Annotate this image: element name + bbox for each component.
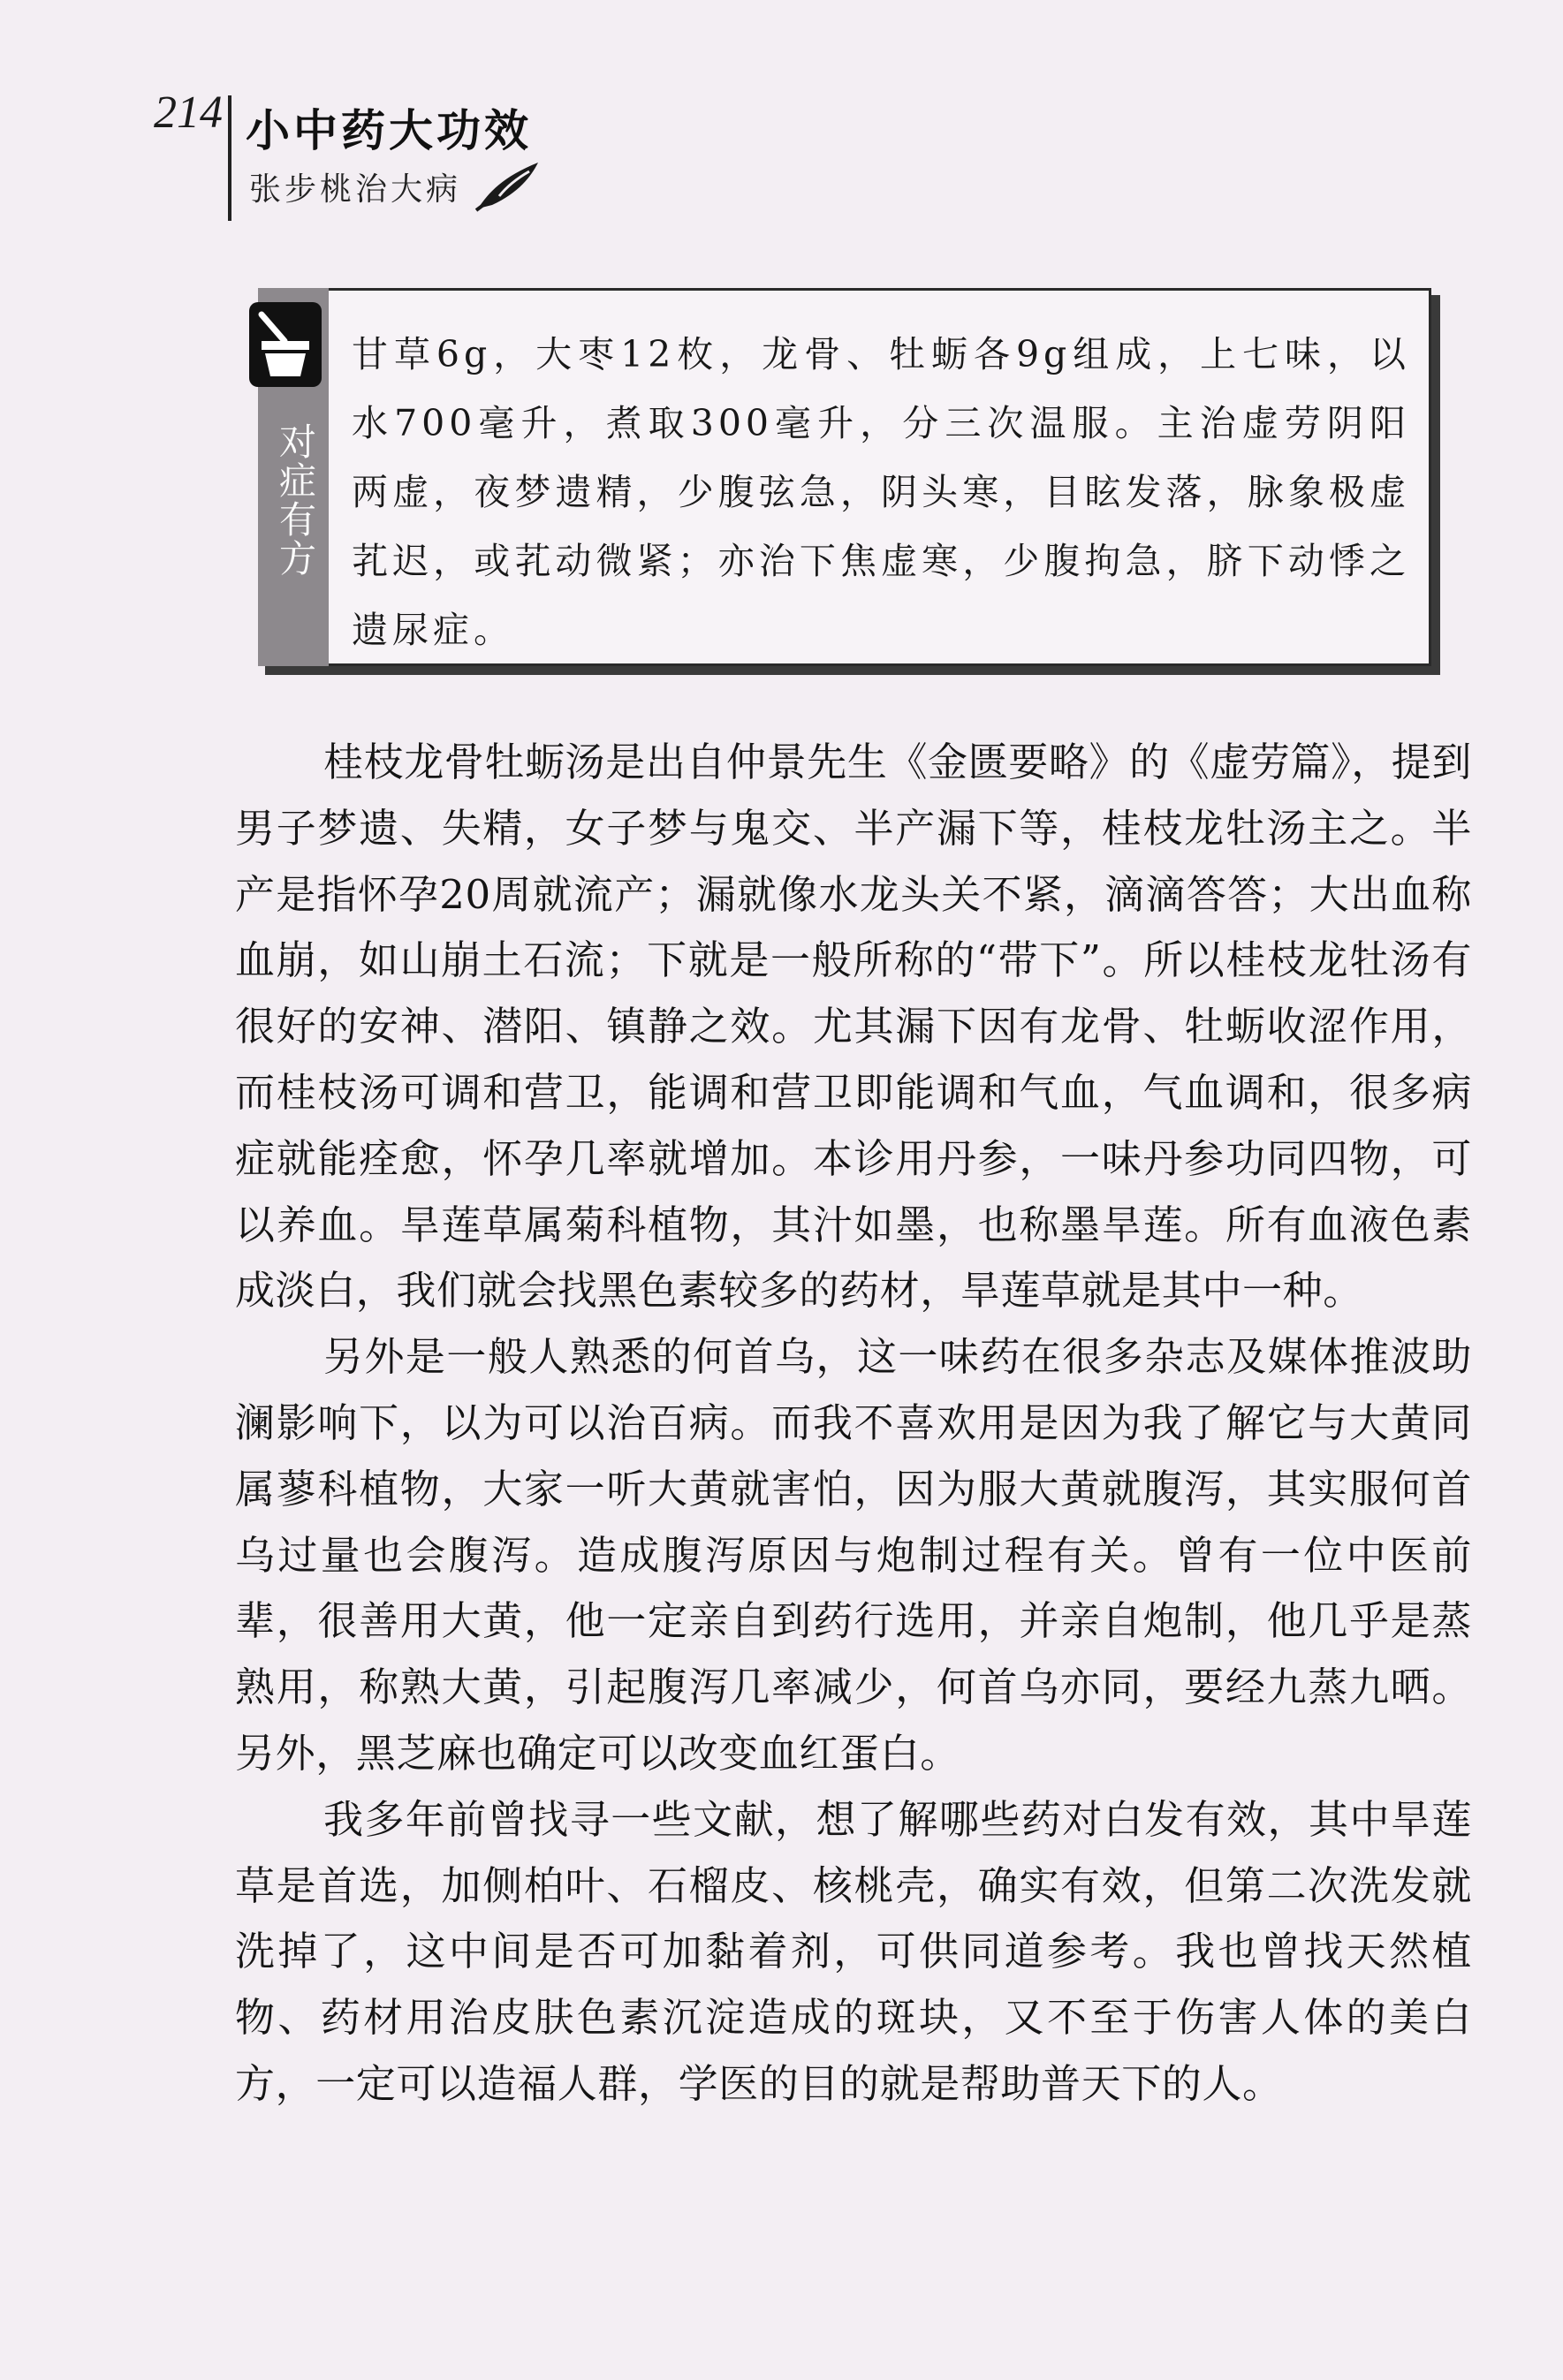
prescription-text: 甘草6g，大枣12枚，龙骨、牡蛎各9g组成，上七味，以水700毫升，煮取300毫升，分三次温服。主治虚劳阴阳两虚，夜梦遗精，少腹弦急，阴头寒，目眩发落，脉象极虚芤迟，或芤动微紧；亦治下焦虚寒，少腹拘急，脐下动悸之遗尿症。 — [352, 333, 1410, 651]
mortar-pestle-icon — [249, 302, 322, 387]
paragraph: 另外是一般人熟悉的何首乌，这一味药在很多杂志及媒体推波助澜影响下，以为可以治百病。而我不喜欢用是因为我了解它与大黄同属蓼科植物，大家一听大黄就害怕，因为服大黄就腹泻，其实服何首乌过量也会腹泻。造成腹泻原因与炮制过程有关。曾有一位中医前辈，很善用大黄，他一定亲自到药行选用，并亲自炮制，他几乎是蒸熟用，称熟大黄，引起腹泻几率减少，何首乌亦同，要经九蒸九晒。另外，黑芝麻也确定可以改变血红蛋白。 — [235, 1333, 1472, 1777]
book-title: 小中药大功效 — [246, 104, 532, 156]
book-subtitle: 张步桃治大病 — [249, 171, 462, 208]
page-number: 214 — [154, 87, 223, 138]
sidebox-label: 对症有方 — [274, 422, 317, 578]
paragraph: 桂枝龙骨牡蛎汤是出自仲景先生《金匮要略》的《虚劳篇》，提到男子梦遗、失精，女子梦与鬼交、半产漏下等，桂枝龙牡汤主之。半产是指怀孕20周就流产；漏就像水龙头关不紧，滴滴答答；大出血称血崩，如山崩土石流；下就是一般所称的“带下”。所以桂枝龙牡汤有很好的安神、潜阳、镇静之效。尤其漏下因有龙骨、牡蛎收涩作用，而桂枝汤可调和营卫，能调和营卫即能调和气血，气血调和，很多病症就能痊愈，怀孕几率就增加。本诊用丹参，一味丹参功同四物，可以养血。旱莲草属菊科植物，其汁如墨，也称墨旱莲。所有血液色素成淡白，我们就会找黑色素较多的药材，旱莲草就是其中一种。 — [235, 739, 1472, 1315]
header-divider — [228, 95, 231, 221]
quill-icon — [473, 157, 543, 214]
main-text — [235, 730, 1472, 2118]
paragraph: 我多年前曾找寻一些文献，想了解哪些药对白发有效，其中旱莲草是首选，加侧柏叶、石榴皮、核桃壳，确实有效，但第二次洗发就洗掉了，这中间是否可加黏着剂，可供同道参考。我也曾找天然植物、药材用治皮肤色素沉淀造成的斑块，又不至于伤害人体的美白方，一定可以造福人群，学医的目的就是帮助普天下的人。 — [235, 1795, 1472, 2107]
